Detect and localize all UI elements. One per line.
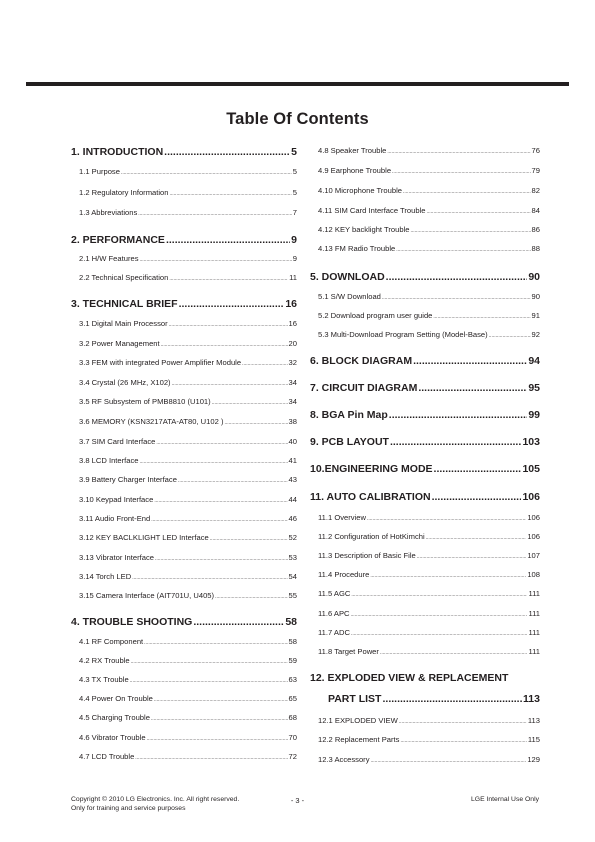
toc-entry-label: 4.2 RX Trouble [79, 656, 130, 665]
toc-page-number: 52 [288, 533, 297, 542]
toc-subentry[interactable] [310, 166, 540, 175]
toc-entry-label: 4.12 KEY backlight Trouble [318, 225, 410, 234]
toc-subentry[interactable] [71, 656, 297, 665]
toc-entry-label: 10.ENGINEERING MODE [310, 463, 433, 475]
toc-subentry[interactable] [310, 609, 540, 618]
toc-entry-label: 3.1 Digital Main Processor [79, 319, 168, 328]
toc-page-number: 111 [528, 589, 540, 598]
toc-page-number: 76 [531, 146, 540, 155]
toc-page-number: 44 [288, 495, 297, 504]
toc-dot-leader [426, 535, 527, 541]
toc-page-number: 111 [528, 609, 540, 618]
toc-subentry[interactable] [71, 752, 297, 761]
toc-subentry[interactable] [71, 495, 297, 504]
toc-entry-label: 5.2 Download program user guide [318, 311, 433, 320]
toc-page-number: 70 [288, 733, 297, 742]
toc-dot-leader [371, 758, 527, 764]
toc-chapter-entry[interactable] [71, 298, 297, 310]
toc-page-number: 82 [531, 186, 540, 195]
toc-page-number: 84 [531, 206, 540, 215]
toc-page-number: 94 [528, 355, 540, 367]
toc-subentry[interactable] [71, 553, 297, 562]
toc-entry-label: 9. PCB LAYOUT [310, 436, 389, 448]
toc-entry-label: 12.2 Replacement Parts [318, 735, 400, 744]
toc-entry-label: 3.11 Audio Front-End [79, 514, 151, 523]
toc-subentry[interactable] [71, 167, 297, 176]
footer-copyright-line2: Only for training and service purposes [71, 805, 186, 812]
toc-page-number: 79 [531, 166, 540, 175]
toc-dot-leader [131, 659, 288, 665]
toc-dot-leader [427, 209, 531, 215]
footer-copyright-line1: Copyright © 2010 LG Electronics. Inc. All right reserved. [71, 796, 240, 803]
toc-dot-leader [413, 355, 527, 367]
toc-dot-leader [154, 697, 288, 703]
toc-dot-leader [399, 719, 527, 725]
toc-page-number: 54 [288, 572, 297, 581]
toc-dot-leader [433, 314, 530, 320]
toc-chapter-entry[interactable] [310, 409, 540, 421]
toc-entry-label: 4.6 Vibrator Trouble [79, 733, 146, 742]
toc-page-number: 91 [531, 311, 540, 320]
toc-entry-label: 1.1 Purpose [79, 167, 120, 176]
toc-dot-leader [390, 436, 522, 448]
page-title: Table Of Contents [226, 110, 369, 128]
toc-subentry[interactable] [310, 735, 540, 744]
toc-dot-leader [154, 498, 287, 504]
toc-dot-leader [370, 573, 526, 579]
toc-subentry[interactable] [71, 378, 297, 387]
toc-chapter-entry[interactable] [310, 271, 540, 283]
toc-entry-label: 2.1 H/W Features [79, 254, 139, 263]
toc-dot-leader [380, 650, 528, 656]
toc-entry-label: 1. INTRODUCTION [71, 146, 164, 158]
toc-page-number: 106 [527, 532, 540, 541]
toc-page-number: 59 [288, 656, 297, 665]
toc-entry-label: 3.9 Battery Charger Interface [79, 475, 177, 484]
toc-subentry[interactable] [71, 694, 297, 703]
toc-page-number: 55 [288, 591, 297, 600]
toc-subentry[interactable] [71, 319, 297, 328]
toc-entry-label: 3.4 Crystal (26 MHz, X102) [79, 378, 171, 387]
toc-entry-label: 4.7 LCD Trouble [79, 752, 135, 761]
toc-dot-leader [179, 298, 285, 310]
toc-dot-leader [156, 440, 287, 446]
toc-entry-label: 11.6 APC [318, 609, 350, 618]
toc-entry-label: 11.1 Overview [318, 513, 366, 522]
toc-page-number: 38 [288, 417, 297, 426]
toc-dot-leader [121, 170, 292, 176]
toc-page-number: 58 [285, 616, 297, 628]
toc-dot-leader [166, 234, 290, 246]
toc-entry-label: 3.10 Keypad Interface [79, 495, 154, 504]
toc-subentry[interactable] [310, 146, 540, 155]
toc-dot-leader [161, 342, 288, 348]
toc-entry-label: 3.8 LCD Interface [79, 456, 139, 465]
toc-entry-label: 3.15 Camera Interface (AIT701U, U405) [79, 591, 215, 600]
toc-subentry[interactable] [310, 244, 540, 253]
toc-page-number: 9 [291, 234, 297, 246]
toc-subentry[interactable] [71, 591, 297, 600]
toc-entry-label: 4.9 Earphone Trouble [318, 166, 392, 175]
toc-subentry[interactable] [71, 358, 297, 367]
toc-page-number: 115 [527, 735, 540, 744]
toc-page-number: 34 [288, 378, 297, 387]
toc-page-number: 11 [289, 273, 297, 282]
toc-dot-leader [164, 146, 290, 158]
toc-entry-label: 3.14 Torch LED [79, 572, 132, 581]
toc-subentry[interactable] [71, 339, 297, 348]
toc-page-number: 92 [531, 330, 540, 339]
toc-page-number: 106 [527, 513, 540, 522]
toc-subentry[interactable] [71, 637, 297, 646]
toc-entry-label: 4.5 Charging Trouble [79, 713, 150, 722]
toc-dot-leader [151, 716, 288, 722]
toc-chapter-entry[interactable] [71, 616, 297, 628]
toc-subentry[interactable] [71, 273, 297, 282]
toc-page-number: 113 [523, 693, 540, 705]
toc-entry-label: 11.3 Description of Basic File [318, 551, 416, 560]
toc-dot-leader [396, 247, 530, 253]
toc-dot-leader [489, 333, 531, 339]
toc-dot-leader [132, 575, 287, 581]
toc-page-number: 41 [288, 456, 297, 465]
toc-page-number: 46 [288, 514, 297, 523]
toc-entry-label: 12.3 Accessory [318, 755, 370, 764]
toc-dot-leader [400, 738, 526, 744]
toc-dot-leader [224, 420, 287, 426]
toc-dot-leader [138, 211, 292, 217]
toc-page-number: 90 [528, 271, 540, 283]
toc-subentry[interactable] [310, 206, 540, 215]
toc-page-number: 129 [527, 755, 540, 764]
toc-subentry[interactable] [310, 292, 540, 301]
toc-dot-leader [417, 554, 527, 560]
toc-subentry[interactable] [310, 647, 540, 656]
toc-subentry[interactable] [310, 716, 540, 725]
toc-page-number: 7 [292, 208, 297, 217]
toc-subentry[interactable] [71, 417, 297, 426]
toc-page-number: 86 [531, 225, 540, 234]
toc-entry-label: 11.8 Target Power [318, 647, 379, 656]
toc-dot-leader [155, 556, 288, 562]
toc-subentry[interactable] [310, 570, 540, 579]
toc-subentry[interactable] [71, 514, 297, 523]
top-rule [26, 82, 569, 86]
toc-subentry[interactable] [71, 675, 297, 684]
toc-subentry[interactable] [310, 628, 540, 637]
toc-page-number: 43 [288, 475, 297, 484]
toc-entry-label: 5. DOWNLOAD [310, 271, 385, 283]
toc-page-number: 40 [288, 437, 297, 446]
toc-entry-label: 3.7 SIM Card Interface [79, 437, 156, 446]
toc-entry-label: 1.3 Abbreviations [79, 208, 138, 217]
toc-dot-leader [434, 463, 522, 475]
toc-entry-label: PART LIST [328, 693, 382, 705]
toc-entry-label: 3. TECHNICAL BRIEF [71, 298, 178, 310]
toc-chapter-entry[interactable] [310, 436, 540, 448]
toc-dot-leader [418, 382, 527, 394]
toc-dot-leader [389, 409, 528, 421]
toc-entry-label: 4.8 Speaker Trouble [318, 146, 387, 155]
toc-dot-leader [351, 631, 528, 637]
toc-page-number: 95 [528, 382, 540, 394]
toc-page-number: 107 [527, 551, 540, 560]
toc-dot-leader [215, 594, 287, 600]
toc-page-number: 9 [292, 254, 297, 263]
toc-entry-label: 3.2 Power Management [79, 339, 160, 348]
toc-entry-label: 8. BGA Pin Map [310, 409, 388, 421]
toc-page-number: 72 [288, 752, 297, 761]
toc-dot-leader [382, 295, 531, 301]
toc-entry-label: 4.4 Power On Trouble [79, 694, 153, 703]
toc-dot-leader [147, 736, 288, 742]
toc-dot-leader [193, 616, 284, 628]
toc-dot-leader [140, 257, 292, 263]
toc-entry-label: 3.3 FEM with integrated Power Amplifier Module [79, 358, 242, 367]
toc-entry-label: 11.5 AGC [318, 589, 351, 598]
toc-dot-leader [403, 189, 531, 195]
toc-dot-leader [242, 361, 287, 367]
toc-chapter-entry[interactable] [310, 672, 540, 684]
toc-dot-leader [170, 191, 292, 197]
toc-dot-leader [432, 491, 522, 503]
toc-dot-leader [410, 228, 530, 234]
toc-entry-label: 5.1 S/W Download [318, 292, 381, 301]
toc-subentry[interactable] [71, 437, 297, 446]
toc-page-number: 88 [531, 244, 540, 253]
toc-subentry[interactable] [71, 475, 297, 484]
toc-page-number: 5 [292, 188, 297, 197]
toc-page-number: 32 [288, 358, 297, 367]
toc-subentry[interactable] [310, 755, 540, 764]
toc-chapter-entry[interactable] [71, 234, 297, 246]
footer-classification: LGE Internal Use Only [471, 796, 539, 803]
toc-entry-label: 4.10 Microphone Trouble [318, 186, 403, 195]
toc-dot-leader [130, 678, 288, 684]
toc-dot-leader [140, 459, 288, 465]
toc-entry-label: 11.2 Configuration of HotKimchi [318, 532, 425, 541]
toc-page-number: 111 [528, 647, 540, 656]
toc-page-number: 103 [522, 436, 540, 448]
toc-entry-label: 12.1 EXPLODED VIEW [318, 716, 398, 725]
toc-subentry[interactable] [310, 186, 540, 195]
toc-dot-leader [151, 517, 287, 523]
toc-dot-leader [135, 755, 287, 761]
toc-subentry[interactable] [310, 589, 540, 598]
toc-dot-leader [392, 169, 531, 175]
toc-entry-label: 4. TROUBLE SHOOTING [71, 616, 193, 628]
toc-subentry[interactable] [310, 513, 540, 522]
toc-dot-leader [387, 149, 530, 155]
toc-page-number: 16 [285, 298, 297, 310]
toc-entry-label: 4.3 TX Trouble [79, 675, 129, 684]
toc-entry-label: 3.12 KEY BACLKLIGHT LED Interface [79, 533, 209, 542]
toc-dot-leader [386, 271, 528, 283]
toc-dot-leader [144, 640, 287, 646]
toc-entry-label: 11.4 Procedure [318, 570, 370, 579]
toc-page-number: 65 [288, 694, 297, 703]
toc-dot-leader [382, 693, 522, 705]
toc-page-number: 111 [528, 628, 540, 637]
footer-page-number: - 3 - [290, 796, 305, 805]
toc-page-number: 58 [288, 637, 297, 646]
toc-subentry[interactable] [310, 311, 540, 320]
toc-chapter-entry[interactable] [310, 693, 540, 705]
toc-subentry[interactable] [71, 713, 297, 722]
toc-entry-label: 4.11 SIM Card Interface Trouble [318, 206, 426, 215]
toc-page-number: 113 [527, 716, 540, 725]
toc-page-number: 20 [288, 339, 297, 348]
toc-subentry[interactable] [71, 397, 297, 406]
toc-entry-label: 6. BLOCK DIAGRAM [310, 355, 413, 367]
toc-entry-label: 3.5 RF Subsystem of PMB8810 (U101) [79, 397, 211, 406]
toc-entry-label: 1.2 Regulatory Information [79, 188, 169, 197]
toc-subentry[interactable] [71, 188, 297, 197]
toc-subentry[interactable] [71, 254, 297, 263]
toc-chapter-entry[interactable] [310, 491, 540, 503]
toc-page-number: 106 [522, 491, 540, 503]
toc-entry-label: 7. CIRCUIT DIAGRAM [310, 382, 418, 394]
toc-dot-leader [172, 381, 288, 387]
toc-entry-label: 3.13 Vibrator Interface [79, 553, 154, 562]
toc-dot-leader [351, 612, 528, 618]
toc-page-number: 90 [531, 292, 540, 301]
toc-subentry[interactable] [71, 533, 297, 542]
toc-dot-leader [169, 276, 288, 282]
toc-dot-leader [367, 516, 526, 522]
toc-chapter-entry[interactable] [310, 463, 540, 475]
toc-subentry[interactable] [71, 456, 297, 465]
toc-dot-leader [212, 400, 288, 406]
toc-subentry[interactable] [310, 225, 540, 234]
toc-page-number: 99 [528, 409, 540, 421]
toc-page-number: 34 [288, 397, 297, 406]
toc-page-number: 53 [288, 553, 297, 562]
toc-subentry[interactable] [71, 572, 297, 581]
toc-chapter-entry[interactable] [71, 146, 297, 158]
toc-entry-label: 2.2 Technical Specification [79, 273, 169, 282]
toc-entry-label: 4.1 RF Component [79, 637, 144, 646]
toc-subentry[interactable] [310, 551, 540, 560]
toc-subentry[interactable] [310, 532, 540, 541]
toc-entry-label: 4.13 FM Radio Trouble [318, 244, 396, 253]
toc-page-number: 105 [522, 463, 540, 475]
toc-entry-label: 2. PERFORMANCE [71, 234, 165, 246]
toc-entry-label: 5.3 Multi-Download Program Setting (Model-Base) [318, 330, 488, 339]
toc-dot-leader [178, 478, 288, 484]
toc-dot-leader [210, 536, 288, 542]
toc-subentry[interactable] [71, 733, 297, 742]
toc-subentry[interactable] [310, 330, 540, 339]
toc-entry-label: 12. EXPLODED VIEW & REPLACEMENT [310, 672, 509, 684]
toc-page-number: 68 [288, 713, 297, 722]
toc-entry-label: 3.6 MEMORY (KSN3217ATA-AT80, U102 ) [79, 417, 224, 426]
toc-page-number: 16 [288, 319, 297, 328]
toc-entry-label: 11. AUTO CALIBRATION [310, 491, 431, 503]
toc-dot-leader [351, 592, 527, 598]
toc-chapter-entry[interactable] [310, 382, 540, 394]
toc-subentry[interactable] [71, 208, 297, 217]
toc-page-number: 5 [291, 146, 297, 158]
toc-page-number: 63 [288, 675, 297, 684]
toc-dot-leader [169, 322, 288, 328]
toc-chapter-entry[interactable] [310, 355, 540, 367]
toc-entry-label: 11.7 ADC [318, 628, 350, 637]
toc-page-number: 108 [527, 570, 540, 579]
toc-page-number: 5 [292, 167, 297, 176]
